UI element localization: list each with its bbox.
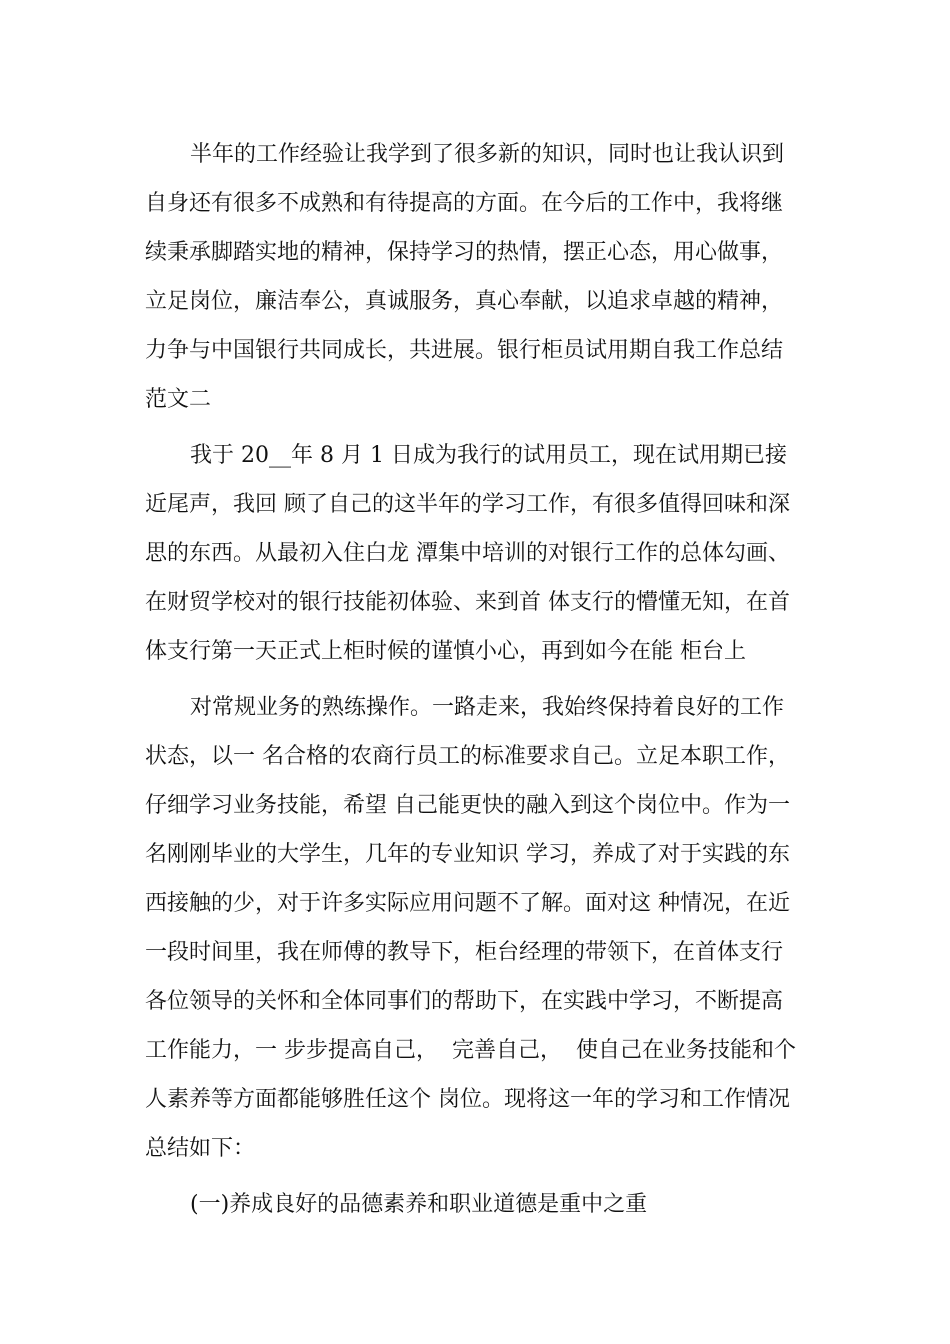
text-line: 立足岗位，廉洁奉公，真诚服务，真心奉献，以追求卓越的精神，: [145, 289, 784, 314]
paragraph-2: [145, 431, 815, 676]
paragraph-gap: [145, 1173, 815, 1180]
text-line: 半年的工作经验让我学到了很多新的知识，同时也让我认识到: [190, 142, 785, 167]
text-line: 近尾声，我回 顾了自己的这半年的学习工作，有很多值得回味和深: [145, 492, 790, 517]
text-line: 思的东西。从最初入住白龙 潭集中培训的对银行工作的总体勾画、: [145, 541, 790, 566]
text-line: 名刚刚毕业的大学生，几年的专业知识 学习，养成了对于实践的东: [145, 842, 790, 867]
text-line: 力争与中国银行共同成长，共进展。银行柜员试用期自我工作总结: [145, 338, 784, 363]
text-line: 工作能力，一 步步提高自己， 完善自己， 使自己在业务技能和个: [145, 1038, 796, 1063]
paragraph-3: [145, 683, 815, 1173]
paragraph-1: [145, 130, 815, 424]
text-line: 续秉承脚踏实地的精神，保持学习的热情，摆正心态，用心做事，: [145, 240, 784, 265]
text-line: 在财贸学校对的银行技能初体验、来到首 体支行的懵懂无知，在首: [145, 590, 790, 615]
text-line: 人素养等方面都能够胜任这个 岗位。现将这一年的学习和工作情况: [145, 1087, 790, 1112]
text-line: 体支行第一天正式上柜时候的谨慎小心，再到如今在能 柜台上: [145, 639, 746, 664]
text-line: 西接触的少，对于许多实际应用问题不了解。面对这 种情况，在近: [145, 891, 790, 916]
text-line: 我于 20__年 8 月 1 日成为我行的试用员工，现在试用期已接: [190, 443, 787, 468]
text-line: 自身还有很多不成熟和有待提高的方面。在今后的工作中，我将继: [145, 191, 784, 216]
section-heading: [145, 1180, 815, 1229]
heading-line: (一)养成良好的品德素养和职业道德是重中之重: [190, 1192, 648, 1217]
text-line: 范文二: [145, 387, 212, 412]
paragraph-gap: [145, 424, 815, 431]
text-line: 仔细学习业务技能，希望 自己能更快的融入到这个岗位中。作为一: [145, 793, 790, 818]
paragraph-gap: [145, 676, 815, 683]
text-line: 状态，以一 名合格的农商行员工的标准要求自己。立足本职工作，: [145, 744, 790, 769]
text-line: 各位领导的关怀和全体同事们的帮助下，在实践中学习，不断提高: [145, 989, 784, 1014]
text-line: 总结如下：: [145, 1136, 256, 1161]
text-line: 对常规业务的熟练操作。一路走来，我始终保持着良好的工作: [190, 695, 785, 720]
document-body: [145, 130, 815, 1229]
text-line: 一段时间里，我在师傅的教导下，柜台经理的带领下，在首体支行: [145, 940, 784, 965]
